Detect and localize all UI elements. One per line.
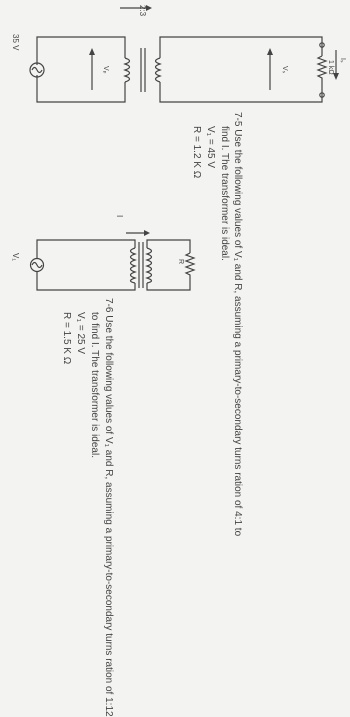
primary-wire-bottom xyxy=(37,75,125,102)
resistor-r xyxy=(186,253,194,277)
secondary-wire-bottom xyxy=(160,82,322,102)
ratio-label: 2:3 xyxy=(138,5,147,17)
vs-label: Vₛ xyxy=(281,66,288,74)
primary-wire-top xyxy=(37,37,125,65)
secondary-coil-1 xyxy=(156,58,161,82)
problem-7-5-r: R = 1.2 K Ω xyxy=(191,126,202,179)
vp-arrowhead xyxy=(89,48,95,55)
source-label-2: V₁ xyxy=(11,253,20,262)
problem-7-5-line1: 7-5 Use the following values of V₁ and R, assuming a primary-to-secondary turns ration of 4:1 to xyxy=(232,112,243,537)
vp-label: Vₚ xyxy=(102,66,109,74)
c2-primary-wire-bottom xyxy=(37,271,135,290)
current-arrowhead xyxy=(144,230,150,236)
source-label-1: 35 V xyxy=(11,34,20,51)
load-label-2: R xyxy=(177,259,184,265)
sine-symbol-1 xyxy=(32,68,42,73)
problem-7-6-r: R = 1.5 K Ω xyxy=(61,312,72,365)
problem-7-6-v1: V₁ = 25 V xyxy=(75,312,86,355)
problem-7-5-v1: V₁ = 45 V xyxy=(205,126,216,169)
problem-7-5-line2: find I. The transformer is ideal. xyxy=(219,126,230,261)
problem-7-6-line2: to find I. The transformer is ideal. xyxy=(89,312,100,458)
primary-coil-2 xyxy=(131,248,136,283)
primary-coil-1 xyxy=(125,58,130,82)
c2-secondary-wire-top xyxy=(147,240,190,253)
current-label: I xyxy=(115,215,124,218)
c2-primary-wire-top xyxy=(37,240,135,259)
is-label: Iₛ xyxy=(339,58,346,63)
secondary-wire-top xyxy=(160,37,322,58)
c2-secondary-wire-bottom xyxy=(147,277,190,290)
problem-7-6-line1: 7-6 Use the following values of V₁ and R, assuming a primary-to-secondary turns ration of 1:12 xyxy=(103,298,114,717)
secondary-coil-2 xyxy=(147,248,152,283)
load-label-1: 1 kΩ xyxy=(327,60,334,75)
resistor-1k xyxy=(318,56,326,84)
vs-arrowhead xyxy=(267,48,273,55)
sine-symbol-2 xyxy=(32,263,42,268)
